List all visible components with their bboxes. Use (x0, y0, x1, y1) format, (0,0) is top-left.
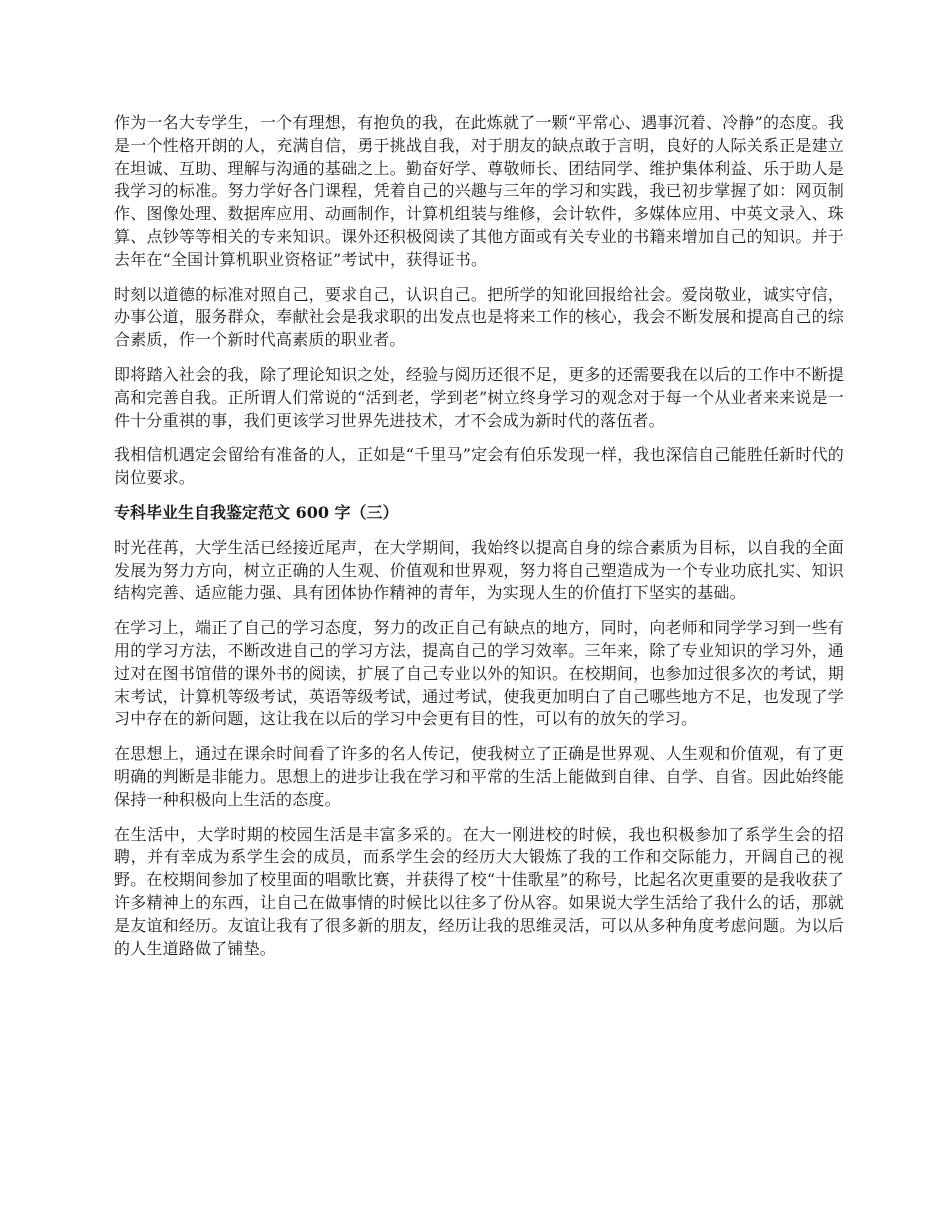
document-page (114, 112, 844, 960)
paragraph-university-life: 时光荏苒，大学生活已经接近尾声，在大学期间，我始终以提高自身的综合素质为目标，以自我的全面发展为努力方向，树立正确的人生观、价值观和世界观，努力将自己塑造成为一个专业功底扎实、知识结构完善、适应能力强、具有团体协作精神的青年，为实现人生的价值打下坚实的基础。 (114, 537, 844, 603)
paragraph-thought: 在思想上，通过在课余时间看了许多的名人传记，使我树立了正确是世界观、人生观和价值观，有了更明确的判断是非能力。思想上的进步让我在学习和平常的生活上能做到自律、自学、自省。因此始终能保持一种积极向上生活的态度。 (114, 744, 844, 809)
paragraph-self-attitude: 作为一名大专学生，一个有理想，有抱负的我，在此炼就了一颗“平常心、遇事沉着、冷静”的态度。我是一个性格开朗的人，充满自信，勇于挑战自我，对于朋友的缺点敢于言明，良好的人际关系正是建立在坦诚、互助、理解与沟通的基础之上。勤奋好学、尊敬师长、团结同学、维护集体利益、乐于助人是我学习的标准。努力学好各门课程，凭着自己的兴趣与三年的学习和实践，我已初步掌握了如：网页制作、图像处理、数据库应用、动画制作，计算机组装与维修，会计软件，多媒体应用、中英文录入、珠算、点钞等等相关的专来知识。课外还积极阅读了其他方面或有关专业的书籍来增加自己的知识。并于去年在“全国计算机职业资格证”考试中，获得证书。 (114, 113, 844, 269)
paragraph-lifelong-learning: 即将踏入社会的我，除了理论知识之处，经验与阅历还很不足，更多的还需要我在以后的工作中不断提高和完善自我。正所谓人们常说的“活到老，学到老”树立终身学习的观念对于每一个从业者来来说是一件十分重祺的事，我们更该学习世界先进技术，才不会成为新时代的落伍者。 (114, 364, 844, 430)
paragraph-opportunity: 我相信机遇定会留给有准备的人，正如是“千里马”定会有伯乐发现一样，我也深信自己能胜任新时代的岗位要求。 (114, 445, 844, 488)
section-heading: 专科毕业生自我鉴定范文 600 字（三） (114, 502, 399, 522)
paragraph-moral-standard: 时刻以道德的标准对照自己，要求自己，认识自己。把所学的知讹回报给社会。爱岗敬业，诚实守信，办事公道，服务群众，奉献社会是我求职的出发点也是将来工作的核心，我会不断发展和提高自己的综合素质，作一个新时代高素质的职业者。 (114, 284, 844, 350)
paragraph-study: 在学习上，端正了自己的学习态度，努力的改正自己有缺点的地方，同时，向老师和同学学习到一些有用的学习方法，不断改进自己的学习方法，提高自己的学习效率。三年来，除了专业知识的学习外，通过对在图书馆借的课外书的阅读，扩展了自己专业以外的知识。在校期间，也参加过很多次的考试，期末考试，计算机等级考试，英语等级考试，通过考试，使我更加明白了自己哪些地方不足，也发现了学习中存在的新问题，这让我在以后的学习中会更有目的性，可以有的放矢的学习。 (114, 618, 844, 729)
paragraph-campus-life: 在生活中，大学时期的校园生活是丰富多采的。在大一刚进校的时候，我也积极参加了系学生会的招聘，并有幸成为系学生会的成员，而系学生会的经历大大锻炼了我的工作和交际能力，开阔自己的视野。在校期间参加了校里面的唱歌比赛，并获得了校“十佳歌星”的称号，比起名次更重要的是我收获了许多精神上的东西，让自己在做事情的时候比以往多了份从容。如果说大学生活给了我什么的话，那就是友谊和经历。友谊让我有了很多新的朋友，经历让我的思维灵活，可以从多种角度考虑问题。为以后的人生道路做了铺垫。 (114, 824, 844, 958)
